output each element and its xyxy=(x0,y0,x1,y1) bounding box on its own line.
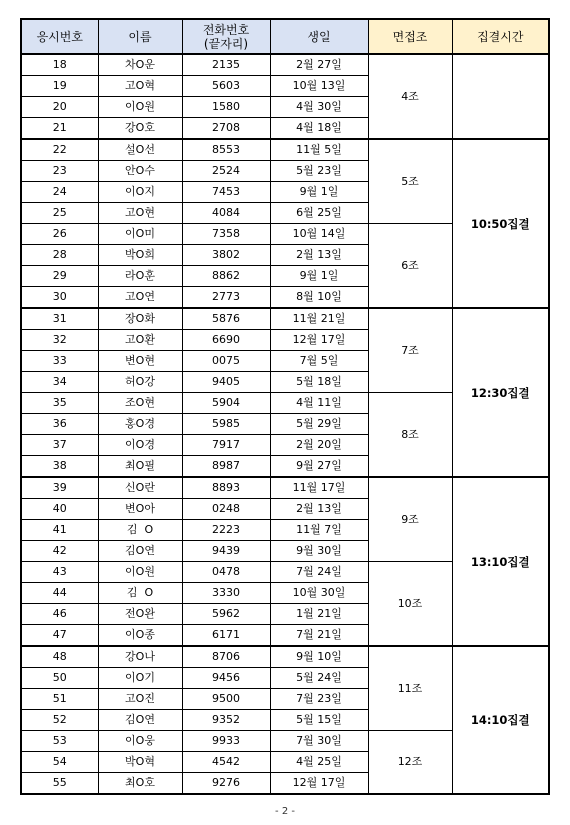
exam-no-cell: 29 xyxy=(21,266,98,287)
phone-cell: 3330 xyxy=(182,583,270,604)
birthday-cell: 7월 30일 xyxy=(270,731,368,752)
name-cell: 고O연 xyxy=(98,287,182,309)
exam-no-cell: 51 xyxy=(21,689,98,710)
name-cell: 박O혁 xyxy=(98,752,182,773)
phone-cell: 2773 xyxy=(182,287,270,309)
birthday-cell: 7월 23일 xyxy=(270,689,368,710)
name-cell: 김 O xyxy=(98,520,182,541)
exam-no-cell: 20 xyxy=(21,97,98,118)
header-time: 집결시간 xyxy=(452,19,549,54)
exam-no-cell: 23 xyxy=(21,161,98,182)
header-row xyxy=(21,19,549,54)
name-cell: 강O호 xyxy=(98,118,182,140)
table-body xyxy=(21,54,549,794)
birthday-cell: 5월 15일 xyxy=(270,710,368,731)
exam-no-cell: 39 xyxy=(21,477,98,499)
exam-no-cell: 46 xyxy=(21,604,98,625)
birthday-cell: 4월 18일 xyxy=(270,118,368,140)
name-cell: 변O아 xyxy=(98,499,182,520)
birthday-cell: 9월 27일 xyxy=(270,456,368,478)
table-row xyxy=(21,646,549,668)
header-phone xyxy=(182,19,270,54)
birthday-cell: 2월 20일 xyxy=(270,435,368,456)
table-row xyxy=(21,477,549,499)
group-cell: 6조 xyxy=(368,224,452,309)
phone-cell: 5904 xyxy=(182,393,270,414)
exam-no-cell: 31 xyxy=(21,308,98,330)
group-cell: 5조 xyxy=(368,139,452,224)
table-row xyxy=(21,139,549,161)
birthday-cell: 2월 13일 xyxy=(270,499,368,520)
birthday-cell: 10월 14일 xyxy=(270,224,368,245)
phone-cell: 8862 xyxy=(182,266,270,287)
phone-cell: 7917 xyxy=(182,435,270,456)
birthday-cell: 9월 1일 xyxy=(270,266,368,287)
group-cell: 9조 xyxy=(368,477,452,562)
phone-cell: 2708 xyxy=(182,118,270,140)
name-cell: 차O운 xyxy=(98,54,182,76)
group-cell: 4조 xyxy=(368,54,452,139)
name-cell: 박O희 xyxy=(98,245,182,266)
exam-no-cell: 52 xyxy=(21,710,98,731)
birthday-cell: 8월 10일 xyxy=(270,287,368,309)
exam-no-cell: 32 xyxy=(21,330,98,351)
assembly-time-cell: 14:10집결 xyxy=(452,646,549,794)
assembly-time-cell: 10:50집결 xyxy=(452,139,549,308)
phone-cell: 0075 xyxy=(182,351,270,372)
phone-cell: 0478 xyxy=(182,562,270,583)
phone-cell: 1580 xyxy=(182,97,270,118)
phone-cell: 0248 xyxy=(182,499,270,520)
birthday-cell: 5월 18일 xyxy=(270,372,368,393)
phone-cell: 8893 xyxy=(182,477,270,499)
exam-no-cell: 35 xyxy=(21,393,98,414)
birthday-cell: 10월 30일 xyxy=(270,583,368,604)
phone-cell: 5876 xyxy=(182,308,270,330)
exam-no-cell: 18 xyxy=(21,54,98,76)
exam-no-cell: 26 xyxy=(21,224,98,245)
header-phone-line2: (끝자리) xyxy=(203,36,249,51)
exam-no-cell: 24 xyxy=(21,182,98,203)
name-cell: 홍O경 xyxy=(98,414,182,435)
exam-no-cell: 54 xyxy=(21,752,98,773)
assembly-time-cell xyxy=(452,54,549,139)
name-cell: 이O웅 xyxy=(98,731,182,752)
phone-cell: 5603 xyxy=(182,76,270,97)
birthday-cell: 10월 13일 xyxy=(270,76,368,97)
name-cell: 설O선 xyxy=(98,139,182,161)
header-birthday: 생일 xyxy=(270,19,368,54)
exam-no-cell: 21 xyxy=(21,118,98,140)
name-cell: 이O원 xyxy=(98,97,182,118)
name-cell: 변O현 xyxy=(98,351,182,372)
phone-cell: 9276 xyxy=(182,773,270,795)
schedule-table xyxy=(20,18,550,795)
phone-cell: 4542 xyxy=(182,752,270,773)
header-exam-no: 응시번호 xyxy=(21,19,98,54)
name-cell: 이O지 xyxy=(98,182,182,203)
name-cell: 안O수 xyxy=(98,161,182,182)
phone-cell: 2524 xyxy=(182,161,270,182)
exam-no-cell: 19 xyxy=(21,76,98,97)
name-cell: 이O원 xyxy=(98,562,182,583)
name-cell: 최O호 xyxy=(98,773,182,795)
name-cell: 장O화 xyxy=(98,308,182,330)
phone-cell: 2223 xyxy=(182,520,270,541)
exam-no-cell: 40 xyxy=(21,499,98,520)
exam-no-cell: 53 xyxy=(21,731,98,752)
phone-cell: 2135 xyxy=(182,54,270,76)
table-row xyxy=(21,308,549,330)
exam-no-cell: 33 xyxy=(21,351,98,372)
exam-no-cell: 41 xyxy=(21,520,98,541)
exam-no-cell: 28 xyxy=(21,245,98,266)
birthday-cell: 11월 7일 xyxy=(270,520,368,541)
name-cell: 조O현 xyxy=(98,393,182,414)
assembly-time-cell: 12:30집결 xyxy=(452,308,549,477)
name-cell: 이O종 xyxy=(98,625,182,647)
phone-cell: 8553 xyxy=(182,139,270,161)
exam-no-cell: 34 xyxy=(21,372,98,393)
name-cell: 김O연 xyxy=(98,541,182,562)
birthday-cell: 2월 13일 xyxy=(270,245,368,266)
phone-cell: 9456 xyxy=(182,668,270,689)
birthday-cell: 4월 11일 xyxy=(270,393,368,414)
phone-cell: 3802 xyxy=(182,245,270,266)
phone-cell: 9352 xyxy=(182,710,270,731)
birthday-cell: 5월 23일 xyxy=(270,161,368,182)
birthday-cell: 11월 21일 xyxy=(270,308,368,330)
birthday-cell: 9월 30일 xyxy=(270,541,368,562)
name-cell: 고O현 xyxy=(98,203,182,224)
name-cell: 라O훈 xyxy=(98,266,182,287)
name-cell: 전O완 xyxy=(98,604,182,625)
name-cell: 고O혁 xyxy=(98,76,182,97)
name-cell: 강O나 xyxy=(98,646,182,668)
birthday-cell: 9월 10일 xyxy=(270,646,368,668)
exam-no-cell: 43 xyxy=(21,562,98,583)
phone-cell: 9500 xyxy=(182,689,270,710)
birthday-cell: 9월 1일 xyxy=(270,182,368,203)
group-cell: 11조 xyxy=(368,646,452,731)
phone-cell: 5962 xyxy=(182,604,270,625)
phone-cell: 8706 xyxy=(182,646,270,668)
exam-no-cell: 36 xyxy=(21,414,98,435)
birthday-cell: 7월 24일 xyxy=(270,562,368,583)
name-cell: 신O란 xyxy=(98,477,182,499)
phone-cell: 5985 xyxy=(182,414,270,435)
name-cell: 허O강 xyxy=(98,372,182,393)
exam-no-cell: 48 xyxy=(21,646,98,668)
assembly-time-cell: 13:10집결 xyxy=(452,477,549,646)
name-cell: 이O경 xyxy=(98,435,182,456)
exam-no-cell: 47 xyxy=(21,625,98,647)
birthday-cell: 2월 27일 xyxy=(270,54,368,76)
phone-cell: 8987 xyxy=(182,456,270,478)
phone-cell: 7453 xyxy=(182,182,270,203)
birthday-cell: 4월 25일 xyxy=(270,752,368,773)
header-group: 면접조 xyxy=(368,19,452,54)
exam-no-cell: 42 xyxy=(21,541,98,562)
name-cell: 김O연 xyxy=(98,710,182,731)
phone-cell: 4084 xyxy=(182,203,270,224)
phone-cell: 6690 xyxy=(182,330,270,351)
name-cell: 이O기 xyxy=(98,668,182,689)
birthday-cell: 11월 5일 xyxy=(270,139,368,161)
exam-no-cell: 22 xyxy=(21,139,98,161)
birthday-cell: 1월 21일 xyxy=(270,604,368,625)
exam-no-cell: 37 xyxy=(21,435,98,456)
exam-no-cell: 55 xyxy=(21,773,98,795)
name-cell: 고O진 xyxy=(98,689,182,710)
phone-cell: 7358 xyxy=(182,224,270,245)
name-cell: 이O미 xyxy=(98,224,182,245)
phone-cell: 9405 xyxy=(182,372,270,393)
birthday-cell: 5월 24일 xyxy=(270,668,368,689)
birthday-cell: 12월 17일 xyxy=(270,330,368,351)
exam-no-cell: 50 xyxy=(21,668,98,689)
page-number: - 2 - xyxy=(275,806,295,817)
birthday-cell: 4월 30일 xyxy=(270,97,368,118)
name-cell: 최O필 xyxy=(98,456,182,478)
group-cell: 8조 xyxy=(368,393,452,478)
birthday-cell: 6월 25일 xyxy=(270,203,368,224)
group-cell: 10조 xyxy=(368,562,452,647)
birthday-cell: 7월 21일 xyxy=(270,625,368,647)
phone-cell: 9439 xyxy=(182,541,270,562)
birthday-cell: 11월 17일 xyxy=(270,477,368,499)
exam-no-cell: 44 xyxy=(21,583,98,604)
birthday-cell: 7월 5일 xyxy=(270,351,368,372)
group-cell: 12조 xyxy=(368,731,452,795)
table-row xyxy=(21,54,549,76)
birthday-cell: 5월 29일 xyxy=(270,414,368,435)
exam-no-cell: 38 xyxy=(21,456,98,478)
group-cell: 7조 xyxy=(368,308,452,393)
header-phone-line1: 전화번호 xyxy=(202,22,250,37)
birthday-cell: 12월 17일 xyxy=(270,773,368,795)
phone-cell: 9933 xyxy=(182,731,270,752)
phone-cell: 6171 xyxy=(182,625,270,647)
name-cell: 김 O xyxy=(98,583,182,604)
header-name: 이름 xyxy=(98,19,182,54)
exam-no-cell: 25 xyxy=(21,203,98,224)
exam-no-cell: 30 xyxy=(21,287,98,309)
name-cell: 고O환 xyxy=(98,330,182,351)
